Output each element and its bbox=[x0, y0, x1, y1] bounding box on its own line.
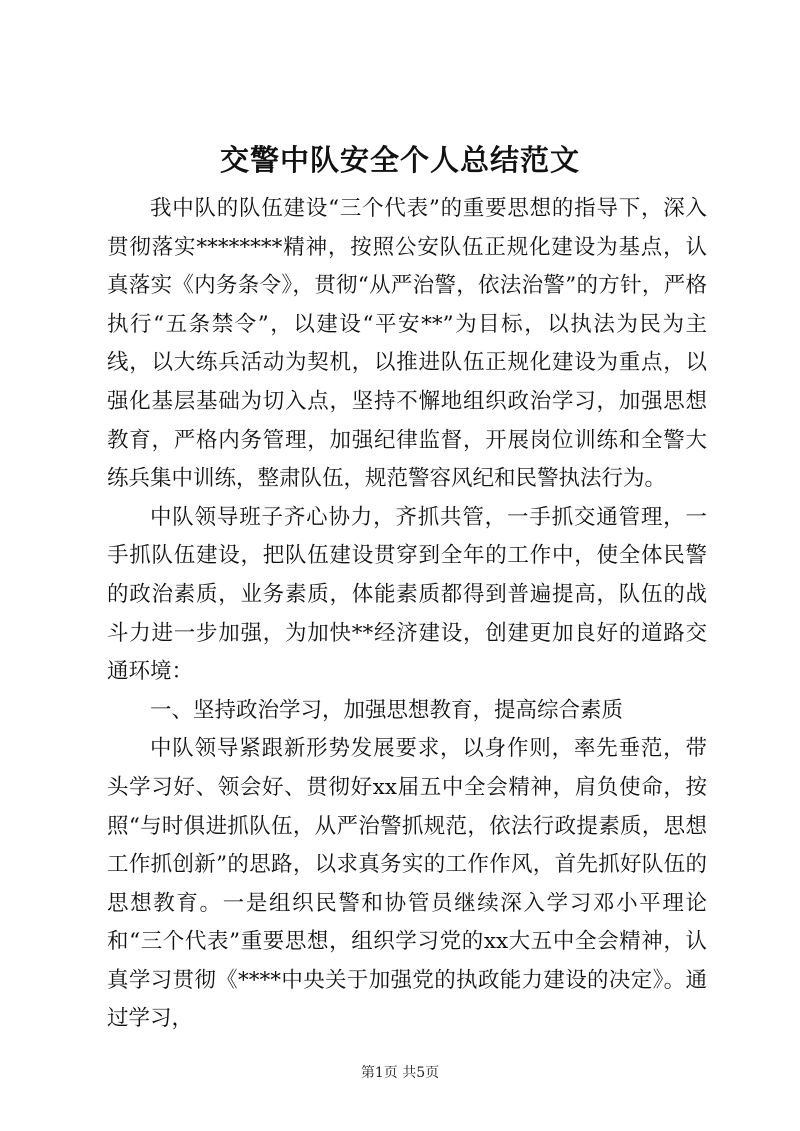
paragraph-1: 我中队的队伍建设“三个代表”的重要思想的指导下，深入贯彻落实********精神，按照公安队伍正规化建设为基点，认真落实《内务条令》，贯彻“从严治警，依法治警”的方针，严格执行“五条禁令”，以建设“平安**”为目标，以执法为民为主线，以大练兵活动为契机，以推进队伍正规化建设为重点，以强化基层基础为切入点，坚持不懈地组织政治学习，加强思想教育，严格内务管理，加强纪律监督，开展岗位训练和全警大练兵集中训练，整肃队伍，规范警容风纪和民警执法行为。 bbox=[107, 196, 707, 492]
document-title: 交警中队安全个人总结范文 bbox=[219, 143, 580, 177]
document-body bbox=[107, 190, 707, 1039]
paragraph-3: 中队领导紧跟新形势发展要求，以身作则，率先垂范，带头学习好、领会好、贯彻好xx届五中全会精神，肩负使命，按照“与时俱进抓队伍，从严治警抓规范，依法行政提素质，思想工作抓创新”的思路，以求真务实的工作作风，首先抓好队伍的思想教育。一是组织民警和协管员继续深入学习邓小平理论和“三个代表”重要思想，组织学习党的xx大五中全会精神，认真学习贯彻《****中央关于加强党的执政能力建设的决定》。通过学习， bbox=[107, 736, 707, 1032]
paragraph-2: 中队领导班子齐心协力，齐抓共管，一手抓交通管理，一手抓队伍建设，把队伍建设贯穿到全年的工作中，使全体民警的政治素质，业务素质，体能素质都得到普遍提高，队伍的战斗力进一步加强，为加快**经济建设，创建更加良好的道路交通环境： bbox=[107, 504, 707, 685]
page-number-footer: 第1页 共5页 bbox=[360, 1065, 440, 1081]
section-heading-1: 一、坚持政治学习，加强思想教育，提高综合素质 bbox=[150, 697, 624, 723]
